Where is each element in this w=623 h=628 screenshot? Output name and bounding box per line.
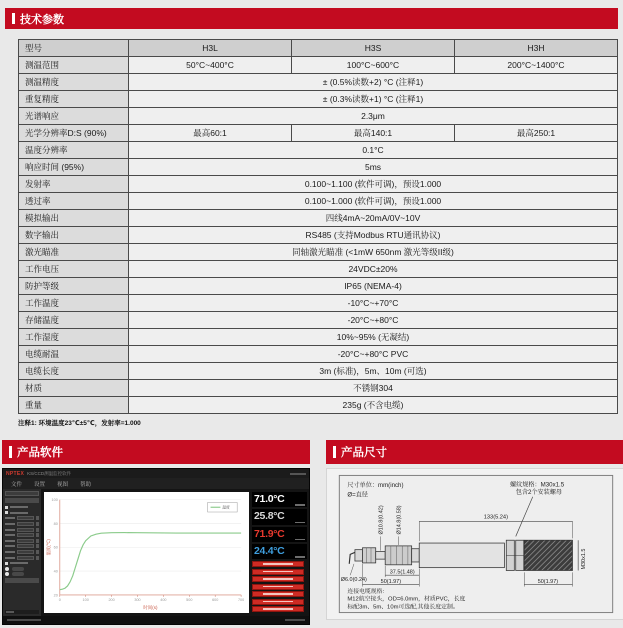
software-sidebar (3, 489, 41, 616)
readout-caption-bar (295, 556, 305, 558)
connect-button[interactable] (5, 498, 39, 503)
spec-label: 材质 (19, 380, 129, 397)
button-label-bar (263, 571, 293, 573)
button-label-bar (263, 563, 293, 565)
spec-header-model: 型号 (19, 40, 129, 57)
spec-label: 温度分辨率 (19, 142, 129, 159)
dim-d-mid: Ø14.8(0.58) (396, 505, 403, 535)
svg-text:300: 300 (134, 598, 141, 603)
param-field[interactable] (5, 522, 39, 526)
spec-value: 0.1°C (129, 142, 618, 159)
readout-value: 24.4°C (254, 544, 285, 557)
spec-value: 四线4mA~20mA/0V~10V (129, 210, 618, 227)
menu-settings[interactable]: 设置 (34, 481, 46, 488)
sidebar-scrollbar[interactable] (5, 610, 39, 614)
stepper-icon[interactable] (36, 528, 39, 532)
spec-label: 测温精度 (19, 74, 129, 91)
spec-row (19, 193, 618, 210)
thread-section (524, 540, 572, 570)
readout-caption-bar (295, 539, 305, 541)
field-label-bar (5, 523, 15, 525)
window-controls[interactable] (290, 473, 306, 475)
dim-d-small: Ø10.8(0.42) (378, 505, 385, 535)
spec-value: -10°C~+70°C (129, 295, 618, 312)
spec-row (19, 380, 618, 397)
stepper-icon[interactable] (36, 522, 39, 526)
readout-caption-bar (295, 522, 305, 524)
toggle-track (12, 572, 24, 576)
field-input[interactable] (17, 539, 34, 543)
spec-value: 0.100~1.100 (软件可调)，预设1.000 (129, 176, 618, 193)
action-button[interactable] (252, 569, 304, 575)
spec-label: 光学分辨率D:S (90%) (19, 125, 129, 142)
section-header-specs (5, 8, 618, 29)
svg-text:60: 60 (53, 545, 58, 550)
readout-ambient (252, 509, 307, 524)
param-field[interactable] (5, 544, 39, 548)
header-tick-icon (333, 446, 336, 458)
checkbox-icon (5, 511, 8, 514)
menu-help[interactable]: 帮助 (80, 481, 92, 488)
stepper-icon[interactable] (36, 544, 39, 548)
spec-value: 200°C~1400°C (455, 57, 618, 74)
spec-footnote: 注释1: 环境温度23℃±5℃，发射率=1.000 (18, 420, 141, 427)
spec-row (19, 295, 618, 312)
cable-note-1: 连接电缆规格: (347, 589, 385, 596)
software-logo: NPTEX (6, 470, 25, 477)
readout-panel (251, 489, 309, 616)
spec-value: ± (0.5%读数+2) °C (注释1) (129, 74, 618, 91)
dim-len-front: 37.5(1.48) (389, 569, 415, 576)
software-menubar (3, 478, 309, 489)
spec-value: 最高60:1 (129, 125, 292, 142)
toggle-knob-icon (5, 567, 9, 571)
spec-label: 工作电压 (19, 261, 129, 278)
spec-row (19, 210, 618, 227)
spec-label: 数字输出 (19, 227, 129, 244)
dim-unit-note: 尺寸单位：mm(inch) (347, 482, 404, 490)
svg-text:700: 700 (237, 598, 245, 603)
action-button[interactable] (252, 606, 304, 612)
header-tick-icon (12, 13, 15, 24)
field-label-bar (5, 529, 15, 531)
spec-label: 电缆耐温 (19, 346, 129, 363)
field-label-bar (5, 551, 15, 553)
spec-label: 工作温度 (19, 295, 129, 312)
spec-row (19, 312, 618, 329)
svg-text:500: 500 (186, 598, 193, 603)
spec-header-h3s: H3S (292, 40, 455, 57)
checkbox-icon (5, 562, 8, 565)
spec-row (19, 329, 618, 346)
apply-button[interactable] (5, 578, 39, 583)
spec-label: 重量 (19, 397, 129, 414)
readout-value: 71.9°C (254, 527, 285, 540)
sidebar-checkbox[interactable] (5, 511, 39, 515)
readout-current (252, 492, 307, 507)
svg-text:时间(s): 时间(s) (143, 605, 158, 611)
spec-value: 最高140:1 (292, 125, 455, 142)
dim-len-front2: 50(1.97) (380, 578, 402, 585)
param-field[interactable] (5, 528, 39, 532)
stepper-icon[interactable] (36, 516, 39, 520)
menu-view[interactable]: 视图 (57, 481, 69, 488)
checkbox-icon (5, 506, 8, 509)
svg-text:600: 600 (212, 598, 219, 603)
spec-row (19, 74, 618, 91)
status-text-bar (7, 619, 41, 621)
temperature-chart-area (44, 492, 249, 613)
spec-row (19, 57, 618, 74)
svg-text:0: 0 (58, 598, 61, 603)
spec-label: 存储温度 (19, 312, 129, 329)
button-label-bar (263, 586, 293, 588)
section-title-dimensions: 产品尺寸 (341, 447, 387, 459)
checkbox-label-bar (10, 562, 28, 564)
spec-label: 工作湿度 (19, 329, 129, 346)
toggle-knob-icon (5, 572, 9, 576)
spec-row (19, 142, 618, 159)
spec-label: 激光瞄准 (19, 244, 129, 261)
sidebar-checkbox[interactable] (5, 505, 39, 509)
section-header-dimensions (326, 440, 623, 464)
software-statusbar (3, 616, 309, 624)
spec-row (19, 227, 618, 244)
spec-value: 2.3μm (129, 108, 618, 125)
spec-label: 模拟输出 (19, 210, 129, 227)
spec-value: 235g (不含电缆) (129, 397, 618, 414)
dim-len-thread: 50(1.97) (537, 578, 559, 585)
cable-note-2: M12航空接头，OD=6.0mm，材质PVC，长度 (347, 596, 466, 603)
toggle-track (12, 567, 24, 571)
readout-value: 71.0°C (254, 493, 285, 505)
dimension-drawing (332, 474, 620, 614)
spec-value: -20°C~+80°C (129, 312, 618, 329)
spec-value: -20°C~+80°C PVC (129, 346, 618, 363)
readout-caption-bar (295, 504, 305, 506)
readout-min (252, 544, 307, 559)
menu-file[interactable]: 文件 (11, 481, 23, 488)
checkbox-label-bar (10, 506, 28, 508)
stepper-icon[interactable] (36, 556, 39, 560)
action-button-stack (252, 561, 307, 614)
param-field[interactable] (5, 550, 39, 554)
spec-label: 测温范围 (19, 57, 129, 74)
spec-row (19, 346, 618, 363)
spec-value: 100°C~600°C (292, 57, 455, 74)
action-button[interactable] (252, 591, 304, 597)
cable-note-3: 标配3m、5m、10m可选配,其他长度定制。 (347, 604, 459, 611)
spec-label: 透过率 (19, 193, 129, 210)
spec-label: 发射率 (19, 176, 129, 193)
spec-table-body (19, 40, 618, 414)
svg-text:40: 40 (53, 569, 58, 574)
spec-value: 同轴激光瞄准 (<1mW 650nm 激光等级II级) (129, 244, 618, 261)
spec-row (19, 278, 618, 295)
spec-row (19, 261, 618, 278)
spec-label: 防护等级 (19, 278, 129, 295)
field-label-bar (5, 540, 15, 542)
button-label-bar (263, 608, 293, 610)
dim-diameter-note: Ø=直径 (347, 491, 368, 499)
svg-text:温度: 温度 (222, 505, 230, 510)
spec-row (19, 363, 618, 380)
svg-text:100: 100 (82, 598, 89, 603)
svg-text:80: 80 (53, 521, 58, 526)
field-input[interactable] (17, 544, 34, 548)
spec-row (19, 397, 618, 414)
svg-text:20: 20 (53, 593, 58, 598)
port-select[interactable] (5, 491, 39, 496)
spec-label: 电缆长度 (19, 363, 129, 380)
spec-row (19, 244, 618, 261)
spec-value: 5ms (129, 159, 618, 176)
stepper-icon[interactable] (36, 539, 39, 543)
button-label-bar (263, 601, 293, 603)
spec-row (19, 159, 618, 176)
svg-text:温度(℃): 温度(℃) (45, 539, 51, 556)
header-tick-icon (9, 446, 12, 458)
spec-value: 0.100~1.000 (软件可调)，预设1.000 (129, 193, 618, 210)
spec-row (19, 108, 618, 125)
sidebar-checkbox[interactable] (5, 561, 39, 565)
section-title-software: 产品软件 (17, 447, 63, 459)
param-field[interactable] (5, 556, 39, 560)
spec-value: 24VDC±20% (129, 261, 618, 278)
spec-label: 光谱响应 (19, 108, 129, 125)
stepper-icon[interactable] (36, 533, 39, 537)
field-label-bar (5, 517, 15, 519)
field-input[interactable] (17, 522, 34, 526)
param-field[interactable] (5, 539, 39, 543)
spec-label: 响应时间 (95%) (19, 159, 129, 176)
button-label-bar (263, 593, 293, 595)
laser-toggle[interactable] (5, 567, 39, 571)
section-header-software (2, 440, 310, 464)
spec-header-h3l: H3L (129, 40, 292, 57)
field-input[interactable] (17, 533, 34, 537)
field-input[interactable] (17, 528, 34, 532)
spec-value: 10%~95% (无凝结) (129, 329, 618, 346)
svg-text:200: 200 (108, 598, 115, 603)
field-input[interactable] (17, 550, 34, 554)
status-text-bar (285, 619, 305, 621)
stepper-icon[interactable] (36, 550, 39, 554)
field-label-bar (5, 557, 15, 559)
action-button[interactable] (252, 584, 304, 590)
spec-row (19, 91, 618, 108)
action-button[interactable] (252, 561, 304, 567)
spec-row (19, 125, 618, 142)
spec-value: RS485 (支持Modbus RTU通讯协议) (129, 227, 618, 244)
spec-label: 重复精度 (19, 91, 129, 108)
spec-value: 50°C~400°C (129, 57, 292, 74)
spec-header-row (19, 40, 618, 57)
spec-value: 不锈钢304 (129, 380, 618, 397)
action-button[interactable] (252, 576, 304, 582)
field-input[interactable] (17, 516, 34, 520)
spec-table (18, 39, 618, 414)
readout-max (252, 527, 307, 542)
datasheet-page (0, 8, 623, 628)
scrollbar-thumb[interactable] (6, 611, 14, 613)
spec-value: IP65 (NEMA-4) (129, 278, 618, 295)
param-field[interactable] (5, 533, 39, 537)
software-titlebar (3, 469, 309, 478)
svg-text:400: 400 (160, 598, 167, 603)
spec-header-h3h: H3H (455, 40, 618, 57)
software-screenshot (2, 468, 310, 625)
temperature-chart (44, 492, 249, 613)
action-button[interactable] (252, 599, 304, 605)
svg-text:100: 100 (51, 498, 58, 503)
dim-thread-spec: M30x1.5 (580, 548, 587, 570)
button-label-bar (263, 578, 293, 580)
dim-cable-d: Ø6.0(0.24) (340, 576, 367, 583)
dim-thread-note-1: 螺纹规格：M30x1.5 (510, 481, 565, 489)
checkbox-label-bar (10, 512, 28, 514)
spec-value: 最高250:1 (455, 125, 618, 142)
dim-thread-note-2: 包含2个安装螺母 (515, 488, 563, 496)
software-title-text: KS/CCD测温监控软件 (27, 470, 72, 476)
readout-value: 25.8°C (254, 510, 285, 523)
section-title-specs: 技术参数 (20, 13, 64, 26)
param-field[interactable] (5, 516, 39, 520)
field-label-bar (5, 545, 15, 547)
spec-value: ± (0.3%读数+1) °C (注释1) (129, 91, 618, 108)
spec-row (19, 176, 618, 193)
dimension-drawing-panel (326, 468, 623, 620)
field-label-bar (5, 534, 15, 536)
field-input[interactable] (17, 556, 34, 560)
spec-value: 3m (标准)，5m、10m (可选) (129, 363, 618, 380)
dim-len-total: 133(5.24) (483, 514, 508, 521)
output-toggle[interactable] (5, 572, 39, 576)
